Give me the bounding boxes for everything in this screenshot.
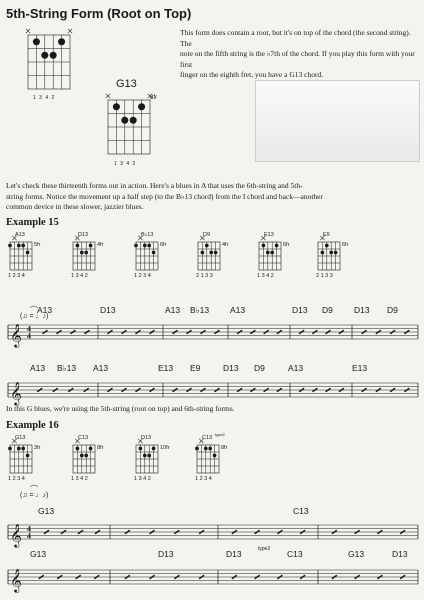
ex16-diagram-dot <box>139 447 143 451</box>
example16-swing: (♫ = ♩♪) <box>20 492 49 499</box>
ex15-diagram-name: D13 <box>78 232 89 238</box>
ex16-diagram-fret: 8fr <box>97 445 104 451</box>
g13-chord-diagram-dot <box>130 117 137 124</box>
treble-clef-icon: 𝄞 <box>10 568 22 592</box>
ex15-diagram-dot <box>325 244 329 248</box>
ex15-staff1-chord: D9 <box>322 305 333 315</box>
ex15-staff2-chord: E13 <box>352 363 368 373</box>
ex16-diagram-fret: 10fr <box>160 445 170 451</box>
ex15-diagram-fret: 4fr <box>222 242 229 248</box>
intro-line: finger on the eighth fret, you have a G13 chord. <box>180 70 324 79</box>
ex16-diagram-sup: type2 <box>215 432 225 437</box>
generic-chord-diagram-dot <box>41 52 48 59</box>
ex15-diagram-dot <box>143 244 147 248</box>
ex16-diagram-dot <box>89 447 93 451</box>
ex16-diagram-dot <box>213 454 217 458</box>
treble-clef-icon: 𝄞 <box>10 523 22 547</box>
ex15-staff2-chord: E9 <box>190 363 201 373</box>
intro-line: This form does contain a root, but it's on top of the chord (the second string). The <box>180 28 411 48</box>
ex16-diagram-dot <box>208 447 212 451</box>
g13-chord-diagram-dot <box>121 117 128 124</box>
hand-on-fretboard-photo <box>255 80 420 162</box>
ex16-staff2-chord: G13 <box>30 549 47 559</box>
ex15-staff2-chord: A13 <box>288 363 304 373</box>
ex15-diagram-dot <box>76 244 80 248</box>
ex15-diagram-fret: 6fr <box>283 242 290 248</box>
ex16-staff2-chord: D13 <box>392 549 408 559</box>
ex16-staff1-chord: C13 <box>293 506 309 516</box>
ex16-diagram-fingering: 1 3 4 2 <box>71 476 88 482</box>
ex15-diagram-dot <box>214 251 218 255</box>
ex16-diagram-name: G13 <box>15 435 26 441</box>
ex15-diagram-dot <box>329 251 333 255</box>
g-blues-text: In this G blues, we're using the 5th-string (root on top) and 6th-string forms. <box>6 404 235 413</box>
ex16-diagram-fret: 8fr <box>221 445 228 451</box>
ex15-diagram-fret: 6fr <box>342 242 349 248</box>
ex15-diagram-dot <box>17 244 21 248</box>
treble-clef-icon: 𝄞 <box>10 381 22 405</box>
time-signature-top: 4 <box>27 524 31 534</box>
ex15-diagram-dot <box>8 244 12 248</box>
example16-title: Example 16 <box>6 420 59 431</box>
ex16-diagram-dot <box>21 447 25 451</box>
ex15-diagram-name: B♭13 <box>141 232 154 238</box>
ex15-diagram-dot <box>321 251 325 255</box>
ex16-diagram-dot <box>195 447 199 451</box>
section-title: 5th-String Form (Root on Top) <box>6 6 192 21</box>
ex15-diagram-dot <box>26 251 30 255</box>
ex16-diagram-dot <box>17 447 21 451</box>
ex16-diagram-name: C13 <box>78 435 89 441</box>
intro-paragraph <box>180 28 420 81</box>
ex16-diagram-dot <box>80 454 84 458</box>
ex16-diagram-dot <box>26 454 30 458</box>
g13-fingering: 1 3 4 2 <box>114 161 137 167</box>
g13-name: G13 <box>116 78 137 90</box>
treble-clef-icon: 𝄞 <box>10 323 22 347</box>
ex15-diagram-name: D9 <box>203 232 211 238</box>
ex15-staff1-chord: A13 <box>230 305 246 315</box>
ex16-staff2-sup: type2 <box>258 546 271 552</box>
ex15-diagram-dot <box>275 244 279 248</box>
ex16-diagram-name: C13 <box>202 435 213 441</box>
generic-fingering: 1 3 4 2 <box>33 95 56 101</box>
ex15-diagram-dot <box>270 251 274 255</box>
ex16-diagram-fingering: 1 2 3 4 <box>8 476 25 482</box>
generic-chord-diagram-dot <box>58 38 65 45</box>
body-paragraph <box>6 181 418 213</box>
time-signature-bottom: 4 <box>27 331 31 341</box>
ex15-staff1-chord: B♭13 <box>190 305 210 315</box>
ex16-diagram-dot <box>8 447 12 451</box>
ex15-diagram-dot <box>201 251 205 255</box>
body-line: Let's check these thirteenth forms out in action. Here's a blues in A that uses the 6th-string and 5th- <box>6 181 303 190</box>
ex15-diagram-dot <box>205 244 209 248</box>
ex16-diagram-dot <box>147 454 151 458</box>
ex16-diagram-fingering: 1 3 4 2 <box>134 476 151 482</box>
ex15-staff1-chord: A13 <box>37 305 53 315</box>
ex15-diagram-dot <box>21 244 25 248</box>
g13-chord-diagram-dot <box>113 103 120 110</box>
ex15-diagram-name: E9 <box>323 232 330 238</box>
ex16-diagram-fret: 3fr <box>34 445 41 451</box>
example15-title: Example 15 <box>6 217 59 228</box>
time-signature-top: 4 <box>27 324 31 334</box>
ex15-staff2-chord: B♭13 <box>57 363 77 373</box>
ex16-diagram-dot <box>143 454 147 458</box>
ex15-staff1-chord: D9 <box>387 305 398 315</box>
ex15-diagram-dot <box>134 244 138 248</box>
ex16-diagram-dot <box>76 447 80 451</box>
ex15-diagram-dot <box>262 244 266 248</box>
ex16-diagram-dot <box>152 447 156 451</box>
ex16-staff2-chord: C13 <box>287 549 303 559</box>
ex15-staff1-chord: D13 <box>100 305 116 315</box>
ex16-staff2-chord: G13 <box>348 549 365 559</box>
ex16-diagram-dot <box>84 454 88 458</box>
ex15-diagram-fret: 5fr <box>34 242 41 248</box>
g13-chord-diagram-dot <box>138 103 145 110</box>
ex16-staff2-chord: D13 <box>158 549 174 559</box>
example15-swing: (♫ = ♩♪) <box>20 313 49 320</box>
ex15-diagram-fingering: 2 1 3 3 <box>316 273 333 279</box>
time-signature-bottom: 4 <box>27 531 31 541</box>
ex15-diagram-dot <box>152 251 156 255</box>
ex15-diagram-dot <box>80 251 84 255</box>
ex15-diagram-fingering: 1 3 4 2 <box>71 273 88 279</box>
ex15-staff1-chord: A13 <box>165 305 181 315</box>
ex15-staff1-chord: D13 <box>354 305 370 315</box>
body-line: common device in these slower, jazzier blues. <box>6 202 144 211</box>
ex15-diagram-fingering: 1 2 3 4 <box>8 273 25 279</box>
ex15-diagram-fingering: 1 2 3 4 <box>134 273 151 279</box>
ex15-diagram-dot <box>209 251 213 255</box>
ex15-diagram-fingering: 2 1 3 3 <box>196 273 213 279</box>
g13-fret: 8fr <box>150 95 158 101</box>
swing-tie <box>30 485 38 487</box>
ex15-diagram-name: A13 <box>15 232 25 238</box>
ex15-diagram-dot <box>147 244 151 248</box>
ex15-staff2-chord: D9 <box>254 363 265 373</box>
ex15-diagram-dot <box>84 251 88 255</box>
ex16-diagram-dot <box>204 447 208 451</box>
ex15-staff2-chord: E13 <box>158 363 174 373</box>
ex16-diagram-name: D13 <box>141 435 152 441</box>
ex15-diagram-name: E13 <box>264 232 274 238</box>
ex15-staff1-chord: D13 <box>292 305 308 315</box>
ex15-diagram-fret: 6fr <box>160 242 167 248</box>
ex16-staff1-chord: G13 <box>38 506 55 516</box>
body-line: string forms. Notice the movement up a half step (to the B♭13 chord) from the I chord and back—another <box>6 191 323 201</box>
ex15-diagram-dot <box>334 251 338 255</box>
intro-line: note on the fifth string is the ♭7th of the chord. If you play this form with your first <box>180 49 415 69</box>
ex16-staff2-chord: D13 <box>226 549 242 559</box>
ex16-diagram-fingering: 1 2 3 4 <box>195 476 212 482</box>
ex15-staff2-chord: A13 <box>30 363 46 373</box>
ex15-diagram-dot <box>266 251 270 255</box>
generic-chord-diagram-dot <box>50 52 57 59</box>
ex15-diagram-fret: 4fr <box>97 242 104 248</box>
generic-chord-diagram-dot <box>33 38 40 45</box>
ex15-staff2-chord: A13 <box>93 363 109 373</box>
ex15-diagram-dot <box>89 244 93 248</box>
ex15-diagram-fingering: 1 3 4 2 <box>257 273 274 279</box>
ex15-staff2-chord: D13 <box>223 363 239 373</box>
